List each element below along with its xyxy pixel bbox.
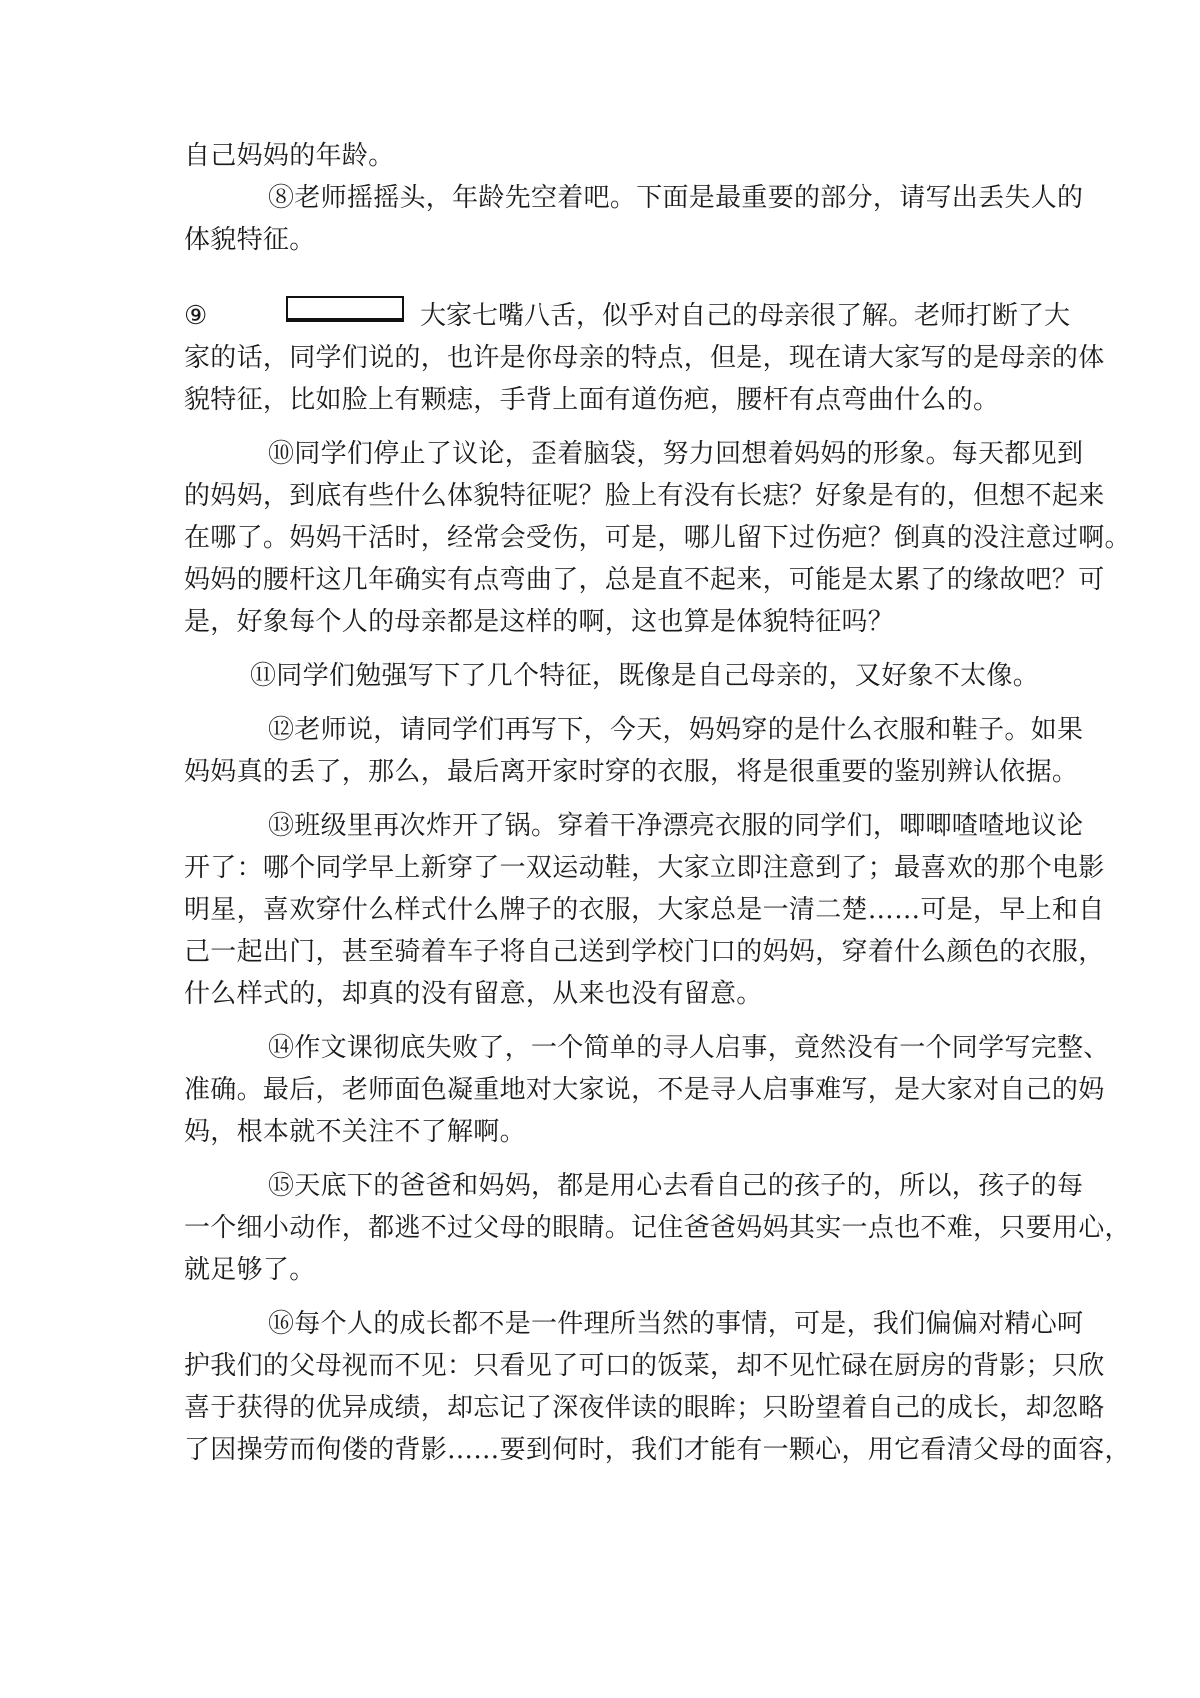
text-line: 是，好象每个人的母亲都是这样的啊，这也算是体貌特征吗？ (184, 607, 895, 637)
paragraph-number: ⑨ (184, 301, 208, 331)
text-line: ⑭作文课彻底失败了，一个简单的寻人启事，竟然没有一个同学写完整、 (268, 1033, 1110, 1063)
text-line: ⑫老师说，请同学们再写下，今天，妈妈穿的是什么衣服和鞋子。如果 (268, 715, 1084, 745)
text-line: 大家七嘴八舌，似乎对自己的母亲很了解。老师打断了大 (420, 301, 1071, 331)
text-line: ⑮天底下的爸爸和妈妈，都是用心去看自己的孩子的，所以，孩子的每 (268, 1171, 1084, 1201)
text-line: 妈妈真的丢了，那么，最后离开家时穿的衣服，将是很重要的鉴别辨认依据。 (184, 757, 1079, 787)
text-line: 体貌特征。 (184, 225, 316, 255)
text-line: 明星，喜欢穿什么样式什么牌子的衣服，大家总是一清二楚……可是，早上和自 (184, 895, 1105, 925)
text-line: 的妈妈，到底有些什么体貌特征呢？脸上有没有长痣？好象是有的，但想不起来 (184, 481, 1105, 511)
text-line: 己一起出门，甚至骑着车子将自己送到学校门口的妈妈，穿着什么颜色的衣服， (184, 937, 1105, 967)
text-line: 喜于获得的优异成绩，却忘记了深夜伴读的眼眸；只盼望着自己的成长，却忽略 (184, 1393, 1105, 1423)
answer-blank-box[interactable] (286, 296, 404, 322)
text-line: ⑯每个人的成长都不是一件理所当然的事情，可是，我们偏偏对精心呵 (268, 1309, 1084, 1339)
text-line: 了因操劳而佝偻的背影……要到何时，我们才能有一颗心，用它看清父母的面容， (184, 1435, 1131, 1465)
text-line: 妈妈的腰杆这几年确实有点弯曲了，总是直不起来，可能是太累了的缘故吧？可 (184, 565, 1105, 595)
text-line: 妈，根本就不关注不了解啊。 (184, 1117, 526, 1147)
text-line: ⑩同学们停止了议论，歪着脑袋，努力回想着妈妈的形象。每天都见到 (268, 439, 1084, 469)
text-line: 貌特征，比如脸上有颗痣，手背上面有道伤疤，腰杆有点弯曲什么的。 (184, 385, 1000, 415)
text-line: ⑬班级里再次炸开了锅。穿着干净漂亮衣服的同学们，唧唧喳喳地议论 (268, 811, 1084, 841)
text-line: 就足够了。 (184, 1255, 316, 1285)
text-line: 一个细小动作，都逃不过父母的眼睛。记住爸爸妈妈其实一点也不难，只要用心， (184, 1213, 1131, 1243)
text-line: 开了：哪个同学早上新穿了一双运动鞋，大家立即注意到了；最喜欢的那个电影 (184, 853, 1105, 883)
text-line: 家的话，同学们说的，也许是你母亲的特点，但是，现在请大家写的是母亲的体 (184, 343, 1105, 373)
text-line: 自己妈妈的年龄。 (184, 141, 395, 171)
text-line: 护我们的父母视而不见：只看见了可口的饭菜，却不见忙碌在厨房的背影；只欣 (184, 1351, 1105, 1381)
text-line: 在哪了。妈妈干活时，经常会受伤，可是，哪儿留下过伤疤？倒真的没注意过啊。 (184, 523, 1131, 553)
text-line: 准确。最后，老师面色凝重地对大家说，不是寻人启事难写，是大家对自己的妈 (184, 1075, 1105, 1105)
text-line: 什么样式的，却真的没有留意，从来也没有留意。 (184, 979, 763, 1009)
text-line: ⑪同学们勉强写下了几个特征，既像是自己母亲的，又好象不太像。 (250, 661, 1040, 691)
text-line: ⑧老师摇摇头，年龄先空着吧。下面是最重要的部分，请写出丢失人的 (268, 183, 1084, 213)
